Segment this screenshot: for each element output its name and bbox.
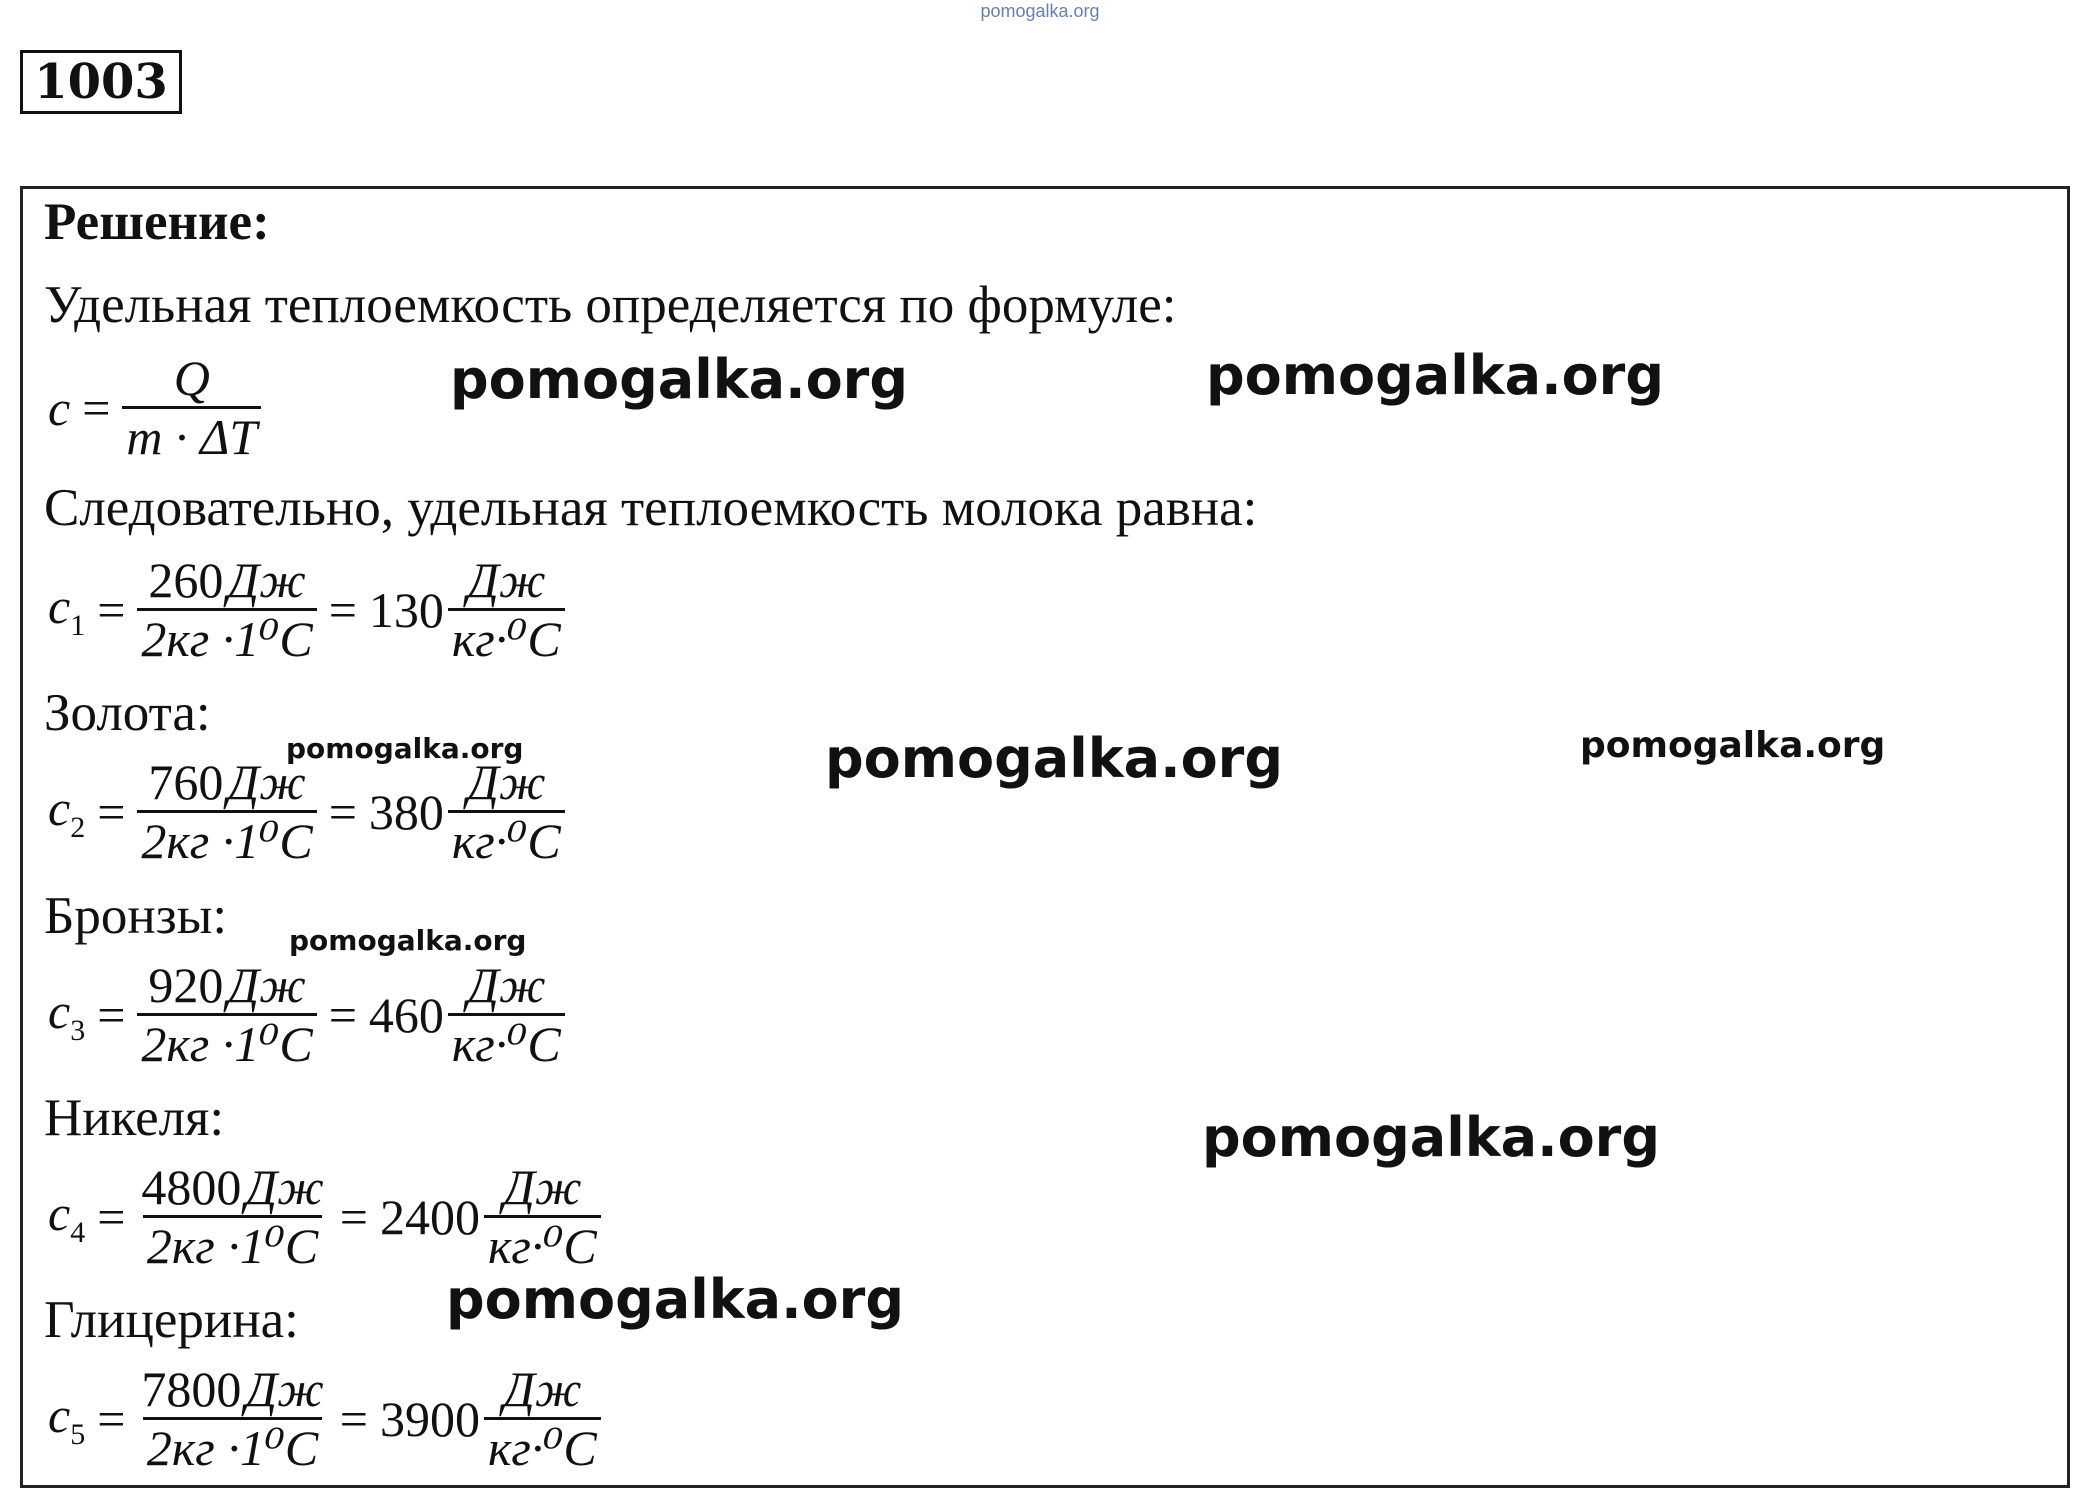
watermark: pomogalka.org	[1206, 344, 1664, 407]
watermark: pomogalka.org	[1202, 1106, 1660, 1169]
formula-var: $c_2$	[48, 779, 86, 844]
formula-numerator: Q	[173, 350, 210, 406]
label-nickel: Никеля:	[44, 1089, 225, 1147]
label-gold: Золота:	[44, 684, 211, 742]
main-formula	[48, 350, 261, 465]
formula-equals: =	[82, 379, 111, 436]
formula-fraction: $\frac{260Дж}{\text{2кг ·1⁰C}}$	[137, 552, 316, 667]
result-unit: $\frac{Дж}{\text{кг·⁰C}}$	[484, 1361, 601, 1476]
formula-var: $c_4$	[48, 1184, 86, 1249]
intro-text: Удельная теплоемкость определяется по формуле:	[44, 276, 1177, 334]
formula-fraction: $\frac{760Дж}{\text{2кг ·1⁰C}}$	[137, 754, 316, 869]
formula-fraction: $\frac{920Дж}{\text{2кг ·1⁰C}}$	[137, 957, 316, 1072]
formula-glycerin: $c_5$ = $\frac{7800Дж}{\text{2кг ·1⁰C}}$ = 3900 $\frac{Дж}{\text{кг·⁰C}}$	[48, 1361, 601, 1476]
watermark: pomogalka.org	[446, 1268, 904, 1331]
result-unit: $\frac{Дж}{\text{кг·⁰C}}$	[448, 754, 565, 869]
formula-nickel: $c_4$ = $\frac{4800Дж}{\text{2кг ·1⁰C}}$ = 2400 $\frac{Дж}{\text{кг·⁰C}}$	[48, 1159, 601, 1274]
watermark: pomogalka.org	[289, 924, 527, 957]
result-unit: $\frac{Дж}{\text{кг·⁰C}}$	[448, 552, 565, 667]
formula-result: 130	[368, 581, 444, 638]
formula-var: $c_1$	[48, 577, 86, 642]
formula-fraction: $\frac{4800Дж}{\text{2кг ·1⁰C}}$	[141, 1159, 324, 1274]
formula-fraction: $\frac{7800Дж}{\text{2кг ·1⁰C}}$	[141, 1361, 324, 1476]
formula-fraction	[122, 350, 261, 465]
result-unit: $\frac{Дж}{\text{кг·⁰C}}$	[448, 957, 565, 1072]
formula-result: 3900	[379, 1390, 480, 1447]
formula-bronze: $c_3$ = $\frac{920Дж}{\text{2кг ·1⁰C}}$ = 460 $\frac{Дж}{\text{кг·⁰C}}$	[48, 957, 565, 1072]
task-number: 1003	[20, 50, 182, 114]
site-watermark-top: pomogalka.org	[980, 1, 1100, 21]
label-glycerin: Глицерина:	[44, 1291, 299, 1349]
formula-lhs: c	[48, 379, 71, 436]
formula-result: 2400	[379, 1188, 480, 1245]
formula-result: 380	[368, 783, 444, 840]
formula-milk: $c_1$ = $\frac{260Дж}{\text{2кг ·1⁰C}}$ = 130 $\frac{Дж}{\text{кг·⁰C}}$	[48, 552, 565, 667]
formula-result: 460	[368, 986, 444, 1043]
formula-var: $c_3$	[48, 982, 86, 1047]
watermark: pomogalka.org	[286, 732, 524, 765]
watermark: pomogalka.org	[1580, 725, 1886, 766]
watermark: pomogalka.org	[450, 348, 908, 411]
watermark: pomogalka.org	[825, 727, 1283, 790]
result-unit: $\frac{Дж}{\text{кг·⁰C}}$	[484, 1159, 601, 1274]
solution-heading: Решение:	[44, 193, 270, 251]
formula-gold: $c_2$ = $\frac{760Дж}{\text{2кг ·1⁰C}}$ = 380 $\frac{Дж}{\text{кг·⁰C}}$	[48, 754, 565, 869]
label-bronze: Бронзы:	[44, 887, 228, 945]
consequence-text: Следовательно, удельная теплоемкость молока равна:	[44, 479, 1258, 537]
formula-denominator: m · ΔT	[122, 406, 261, 465]
formula-var: $c_5$	[48, 1386, 86, 1451]
